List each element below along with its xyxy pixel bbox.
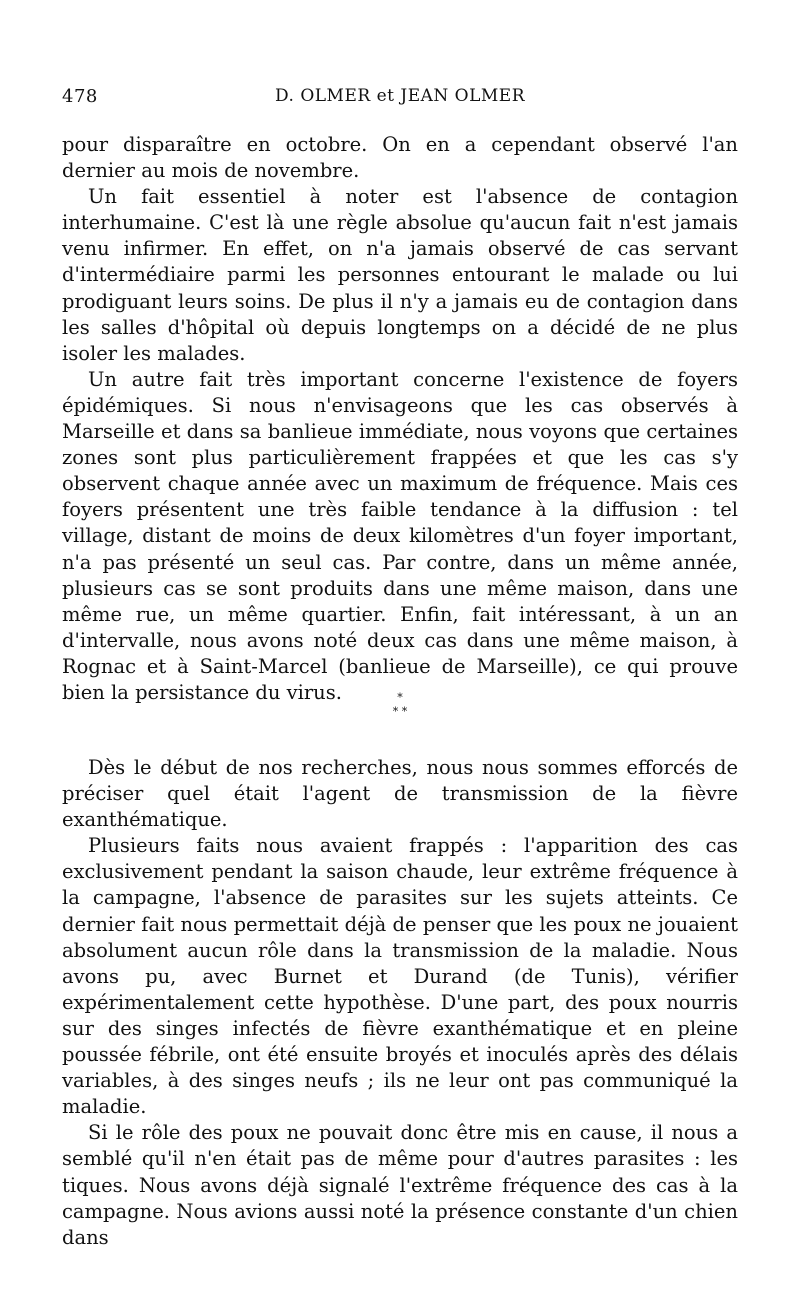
running-title: D. OLMER et JEAN OLMER <box>275 86 525 106</box>
text-block-transmission <box>62 755 738 1251</box>
page-number: 478 <box>62 86 98 107</box>
paragraph-continuation: pour disparaître en octobre. On en a cependant observé l'an dernier au mois de novembre. <box>62 133 738 183</box>
paragraph-ticks: Si le rôle des poux ne pouvait donc être mis en cause, il nous a semblé qu'il n'en était pas de même pour d'autres parasites : les tiques. Nous avons déjà signalé l'extrême fréquence des cas à la campagne. Nous avions aussi noté la présence constante d'un chien dans <box>62 1121 738 1249</box>
separator-asterisks-bottom: * * <box>392 705 408 718</box>
text-block-contagion <box>62 132 738 706</box>
paragraph-epidemic-foci: Un autre fait très important concerne l'existence de foyers épidémiques. Si nous n'envisageons que les cas observés à Marseille et dans sa banlieue immédiate, nous voyons que certaines zones sont plus particulièrement frappées et que les cas s'y observent chaque année avec un maximum de fréquence. Mais ces foyers présentent une très faible tendance à la diffusion : tel village, distant de moins de deux kilomètres d'un foyer important, n'a pas présenté un seul cas. Par contre, dans un même année, plusieurs cas se sont produits dans une même maison, dans une même rue, un même quartier. Enfin, fait intéressant, à un an d'intervalle, nous avons noté deux cas dans une même maison, à Rognac et à Saint-Marcel (banlieue de Marseille), ce qui prouve bien la persistance du virus. <box>62 367 738 704</box>
paragraph-lice: Plusieurs faits nous avaient frappés : l'apparition des cas exclusivement pendant la saison chaude, leur extrême fréquence à la campagne, l'absence de parasites sur les sujets atteints. Ce dernier fait nous permettait déjà de penser que les poux ne jouaient absolument aucun rôle dans la transmission de la maladie. Nous avons pu, avec Burnet et Durand (de Tunis), vérifier expérimentalement cette hypothèse. D'une part, des poux nourris sur des singes infectés de fièvre exanthématique et en pleine poussée fébrile, ont été ensuite broyés et inoculés après des délais variables, à des singes neufs ; ils ne leur ont pas communiqué la maladie. <box>62 834 738 1119</box>
separator-asterisk-top: * <box>397 691 403 704</box>
paragraph-contagion: Un fait essentiel à noter est l'absence de contagion interhumaine. C'est là une règle absolue qu'aucun fait n'est jamais venu infirmer. En effet, on n'a jamais observé de cas servant d'intermédiaire parmi les personnes entourant le malade ou lui prodiguant leurs soins. De plus il n'y a jamais eu de contagion dans les salles d'hôpital où depuis longtemps on a décidé de ne plus isoler les malades. <box>62 185 738 365</box>
page-header <box>62 86 738 110</box>
paragraph-transmission-intro: Dès le début de nos recherches, nous nous sommes efforcés de préciser quel était l'agent de transmission de la fièvre exanthématique. <box>62 756 738 832</box>
section-separator <box>0 692 800 732</box>
